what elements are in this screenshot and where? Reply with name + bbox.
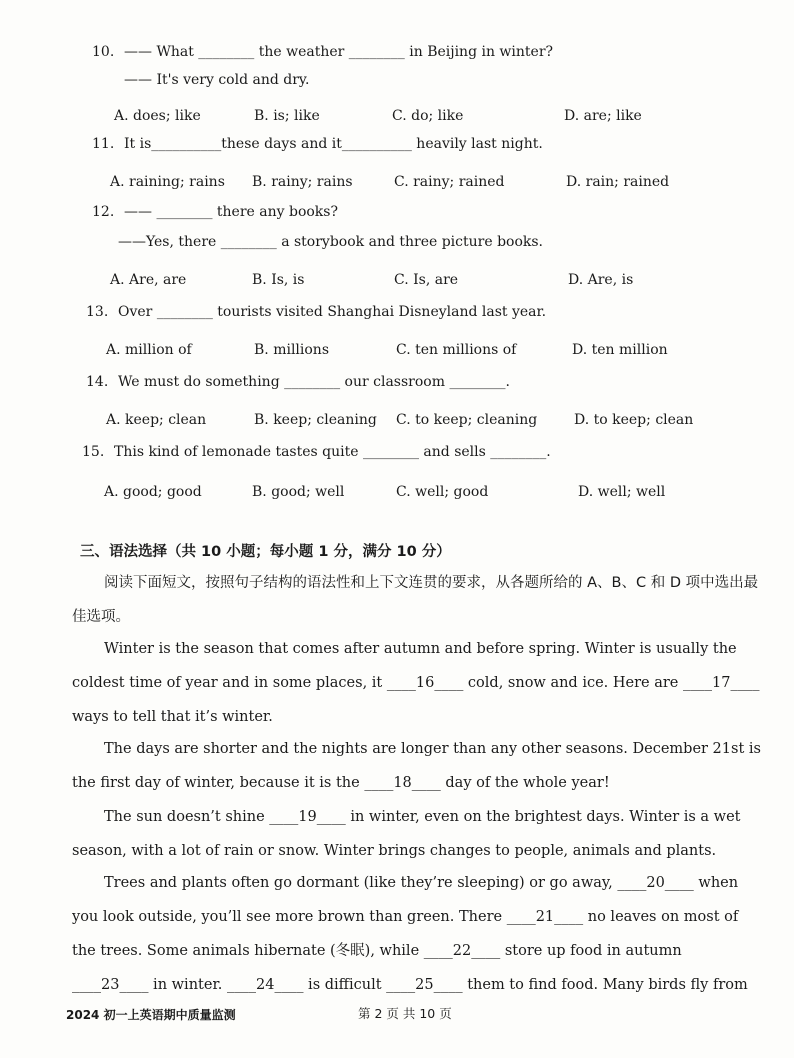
option-b[interactable]: B. Is, is [252,272,305,288]
page-number: 第 2 页 共 10 页 [358,1006,452,1021]
option-a[interactable]: A. million of [106,342,192,358]
question-stem: We must do something ________ our classroom ________. [118,374,510,390]
question-number: 12. [92,204,115,220]
footer-exam-title: 2024 初一上英语期中质量监测 [66,1008,236,1022]
question-stem: —— ________ there any books? [124,204,338,220]
option-c[interactable]: C. rainy; rained [394,174,505,190]
option-a[interactable]: A. Are, are [110,272,187,288]
option-b[interactable]: B. keep; cleaning [254,412,377,428]
passage-paragraph-3: The sun doesn’t shine ____19____ in winter, even on the brightest days. Winter is a wet season, with a lot of rain or snow. Winter brings changes to people, animals and plants. [72,809,741,859]
option-b[interactable]: B. is; like [254,108,320,124]
question-14 [86,374,510,390]
question-number: 13. [86,304,109,320]
section-instruction: 阅读下面短文，按照句子结构的语法性和上下文连贯的要求，从各题所给的 A、B、C 和 D 项中选出最佳选项。 [72,575,759,625]
option-c[interactable]: C. to keep; cleaning [396,412,538,428]
option-c[interactable]: C. well; good [396,484,489,500]
option-c[interactable]: C. do; like [392,108,464,124]
question-number: 15. [82,444,105,460]
passage-paragraph-1: Winter is the season that comes after autumn and before spring. Winter is usually the coldest time of year and in some places, it ____16____ cold, snow and ice. Here are ____17____ ways to tell that it’s winter. [72,641,760,725]
question-number: 14. [86,374,109,390]
option-a[interactable]: A. good; good [104,484,202,500]
option-b[interactable]: B. rainy; rains [252,174,353,190]
option-d[interactable]: D. are; like [564,108,642,124]
option-a[interactable]: A. does; like [114,108,201,124]
option-d[interactable]: D. well; well [578,484,666,500]
question-number: 11. [92,136,115,152]
section-title: 三、语法选择（共 10 小题；每小题 1 分，满分 10 分） [80,544,451,560]
question-stem: Over ________ tourists visited Shanghai Disneyland last year. [118,304,547,320]
passage-paragraph-2: The days are shorter and the nights are longer than any other seasons. December 21st is the first day of winter, because it is the ____18____ day of the whole year! [72,741,761,791]
question-answer-line: ——Yes, there ________ a storybook and three picture books. [118,234,544,250]
option-a[interactable]: A. keep; clean [106,412,207,428]
question-15 [82,444,551,460]
question-12 [92,204,338,220]
question-10 [92,44,553,60]
option-c[interactable]: C. ten millions of [396,342,517,358]
option-d[interactable]: D. to keep; clean [574,412,694,428]
option-d[interactable]: D. Are, is [568,272,634,288]
option-d[interactable]: D. rain; rained [566,174,670,190]
question-stem: This kind of lemonade tastes quite ________ and sells ________. [114,444,551,460]
option-b[interactable]: B. good; well [252,484,345,500]
option-b[interactable]: B. millions [254,342,330,358]
option-a[interactable]: A. raining; rains [110,174,225,190]
option-d[interactable]: D. ten million [572,342,668,358]
question-number: 10. [92,44,115,60]
question-11 [92,136,543,152]
question-stem: —— What ________ the weather ________ in Beijing in winter? [124,44,554,60]
question-answer-line: —— It's very cold and dry. [124,72,310,88]
passage-paragraph-4: Trees and plants often go dormant (like they’re sleeping) or go away, ____20____ when you look outside, you’ll see more brown than green. There ____21____ no leaves on most of the trees. Some animals hibernate (冬眠), while ____22____ store up food in autumn ____23____ in winter. ____24____ is difficult ____25____ them to find food. Many birds fly from [72,875,748,993]
question-stem: It is__________these days and it__________ heavily last night. [124,136,543,152]
option-c[interactable]: C. Is, are [394,272,459,288]
question-13 [86,304,546,320]
